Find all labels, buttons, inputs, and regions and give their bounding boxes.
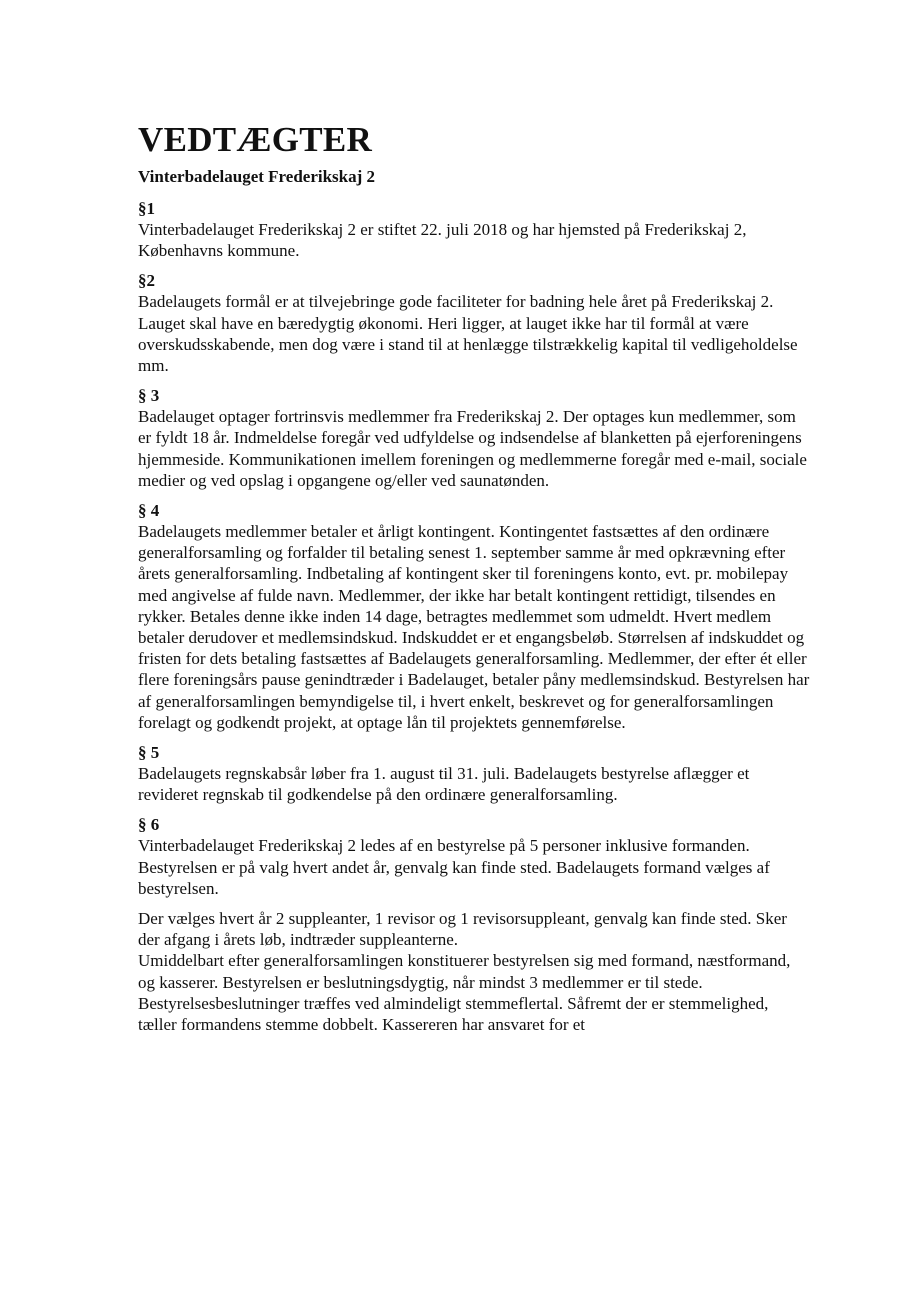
section-5: [138, 742, 810, 805]
section-heading: § 6: [138, 815, 160, 835]
section-heading: § 5: [138, 743, 160, 763]
section-3: [138, 385, 810, 491]
section-paragraph: Badelaugets medlemmer betaler et årligt kontingent. Kontingentet fastsættes af den ordinære generalforsamling og forfalder til betaling senest 1. september samme år med opkrævning efter årets generalforsamling. Indbetaling af kontingent sker til foreningens konto, evt. pr. mobilepay med angivelse af fulde navn. Medlemmer, der ikke har betalt kontingent rettidigt, tilsendes en rykker. Betales denne ikke inden 14 dage, betragtes medlemmet som udmeldt. Hvert medlem betaler derudover et medlemsindskud. Indskuddet er et engangsbeløb. Størrelsen af indskuddet og fristen for dets betaling fastsættes af Badelaugets generalforsamling. Medlemmer, der efter ét eller flere foreningsårs pause genindtræder i Badelauget, betaler påny medlemsindskud. Bestyrelsen har af generalforsamlingen bemyndigelse til, i hvert enkelt, beskrevet og for generalforsamlingen forelagt og godkendt projekt, at optage lån til projektets gennemførelse.: [138, 522, 810, 732]
section-2: [138, 270, 810, 376]
section-heading: §1: [138, 199, 155, 218]
section-heading: § 3: [138, 386, 160, 406]
document-subtitle: Vinterbadelauget Frederikskaj 2: [138, 167, 376, 186]
section-paragraph: Badelaugets regnskabsår løber fra 1. august til 31. juli. Badelaugets bestyrelse aflægger et revideret regnskab til godkendelse på den ordinære generalforsamling.: [138, 764, 750, 805]
section-paragraph: Der vælges hvert år 2 suppleanter, 1 revisor og 1 revisorsuppleant, genvalg kan finde sted. Sker der afgang i årets løb, indtræder suppleanterne.: [138, 909, 787, 950]
section-1: [138, 198, 810, 261]
section-heading: §2: [138, 271, 155, 291]
section-4: [138, 500, 810, 733]
section-6: [138, 814, 810, 1035]
section-paragraph: Vinterbadelauget Frederikskaj 2 ledes af en bestyrelse på 5 personer inklusive formanden. Bestyrelsen er på valg hvert andet år, genvalg kan finde sted. Badelaugets formand vælges af bestyrelsen.: [138, 836, 770, 898]
section-paragraph: Badelaugets formål er at tilvejebringe gode faciliteter for badning hele året på Frederikskaj 2. Lauget skal have en bæredygtig økonomi. Heri ligger, at lauget ikke har til formål at være overskudsskabende, men dog være i stand til at henlægge tilstrækkelig kapital til vedligeholdelse mm.: [138, 292, 798, 376]
section-paragraph: Umiddelbart efter generalforsamlingen konstituerer bestyrelsen sig med formand, næstformand, og kasserer. Bestyrelsen er beslutningsdygtig, når mindst 3 medlemmer er til stede. Bestyrelsesbeslutninger træffes ved almindeligt stemmeflertal. Såfremt der er stemmelighed, tæller formandens stemme dobbelt. Kassereren har ansvaret for et: [138, 951, 791, 1035]
document-page: [138, 118, 810, 1044]
document-title: VEDTÆGTER: [138, 120, 373, 159]
section-heading: § 4: [138, 501, 160, 521]
section-paragraph: Badelauget optager fortrinsvis medlemmer fra Frederikskaj 2. Der optages kun medlemmer, som er fyldt 18 år. Indmeldelse foregår ved udfyldelse og indsendelse af blanketten på ejerforeningens hjemmeside. Kommunikationen imellem foreningen og medlemmerne foregår med e-mail, sociale medier og ved opslag i opgangene og/eller ved saunatønden.: [138, 407, 807, 490]
section-paragraph: Vinterbadelauget Frederikskaj 2 er stiftet 22. juli 2018 og har hjemsted på Frederikskaj 2, Københavns kommune.: [138, 220, 747, 261]
